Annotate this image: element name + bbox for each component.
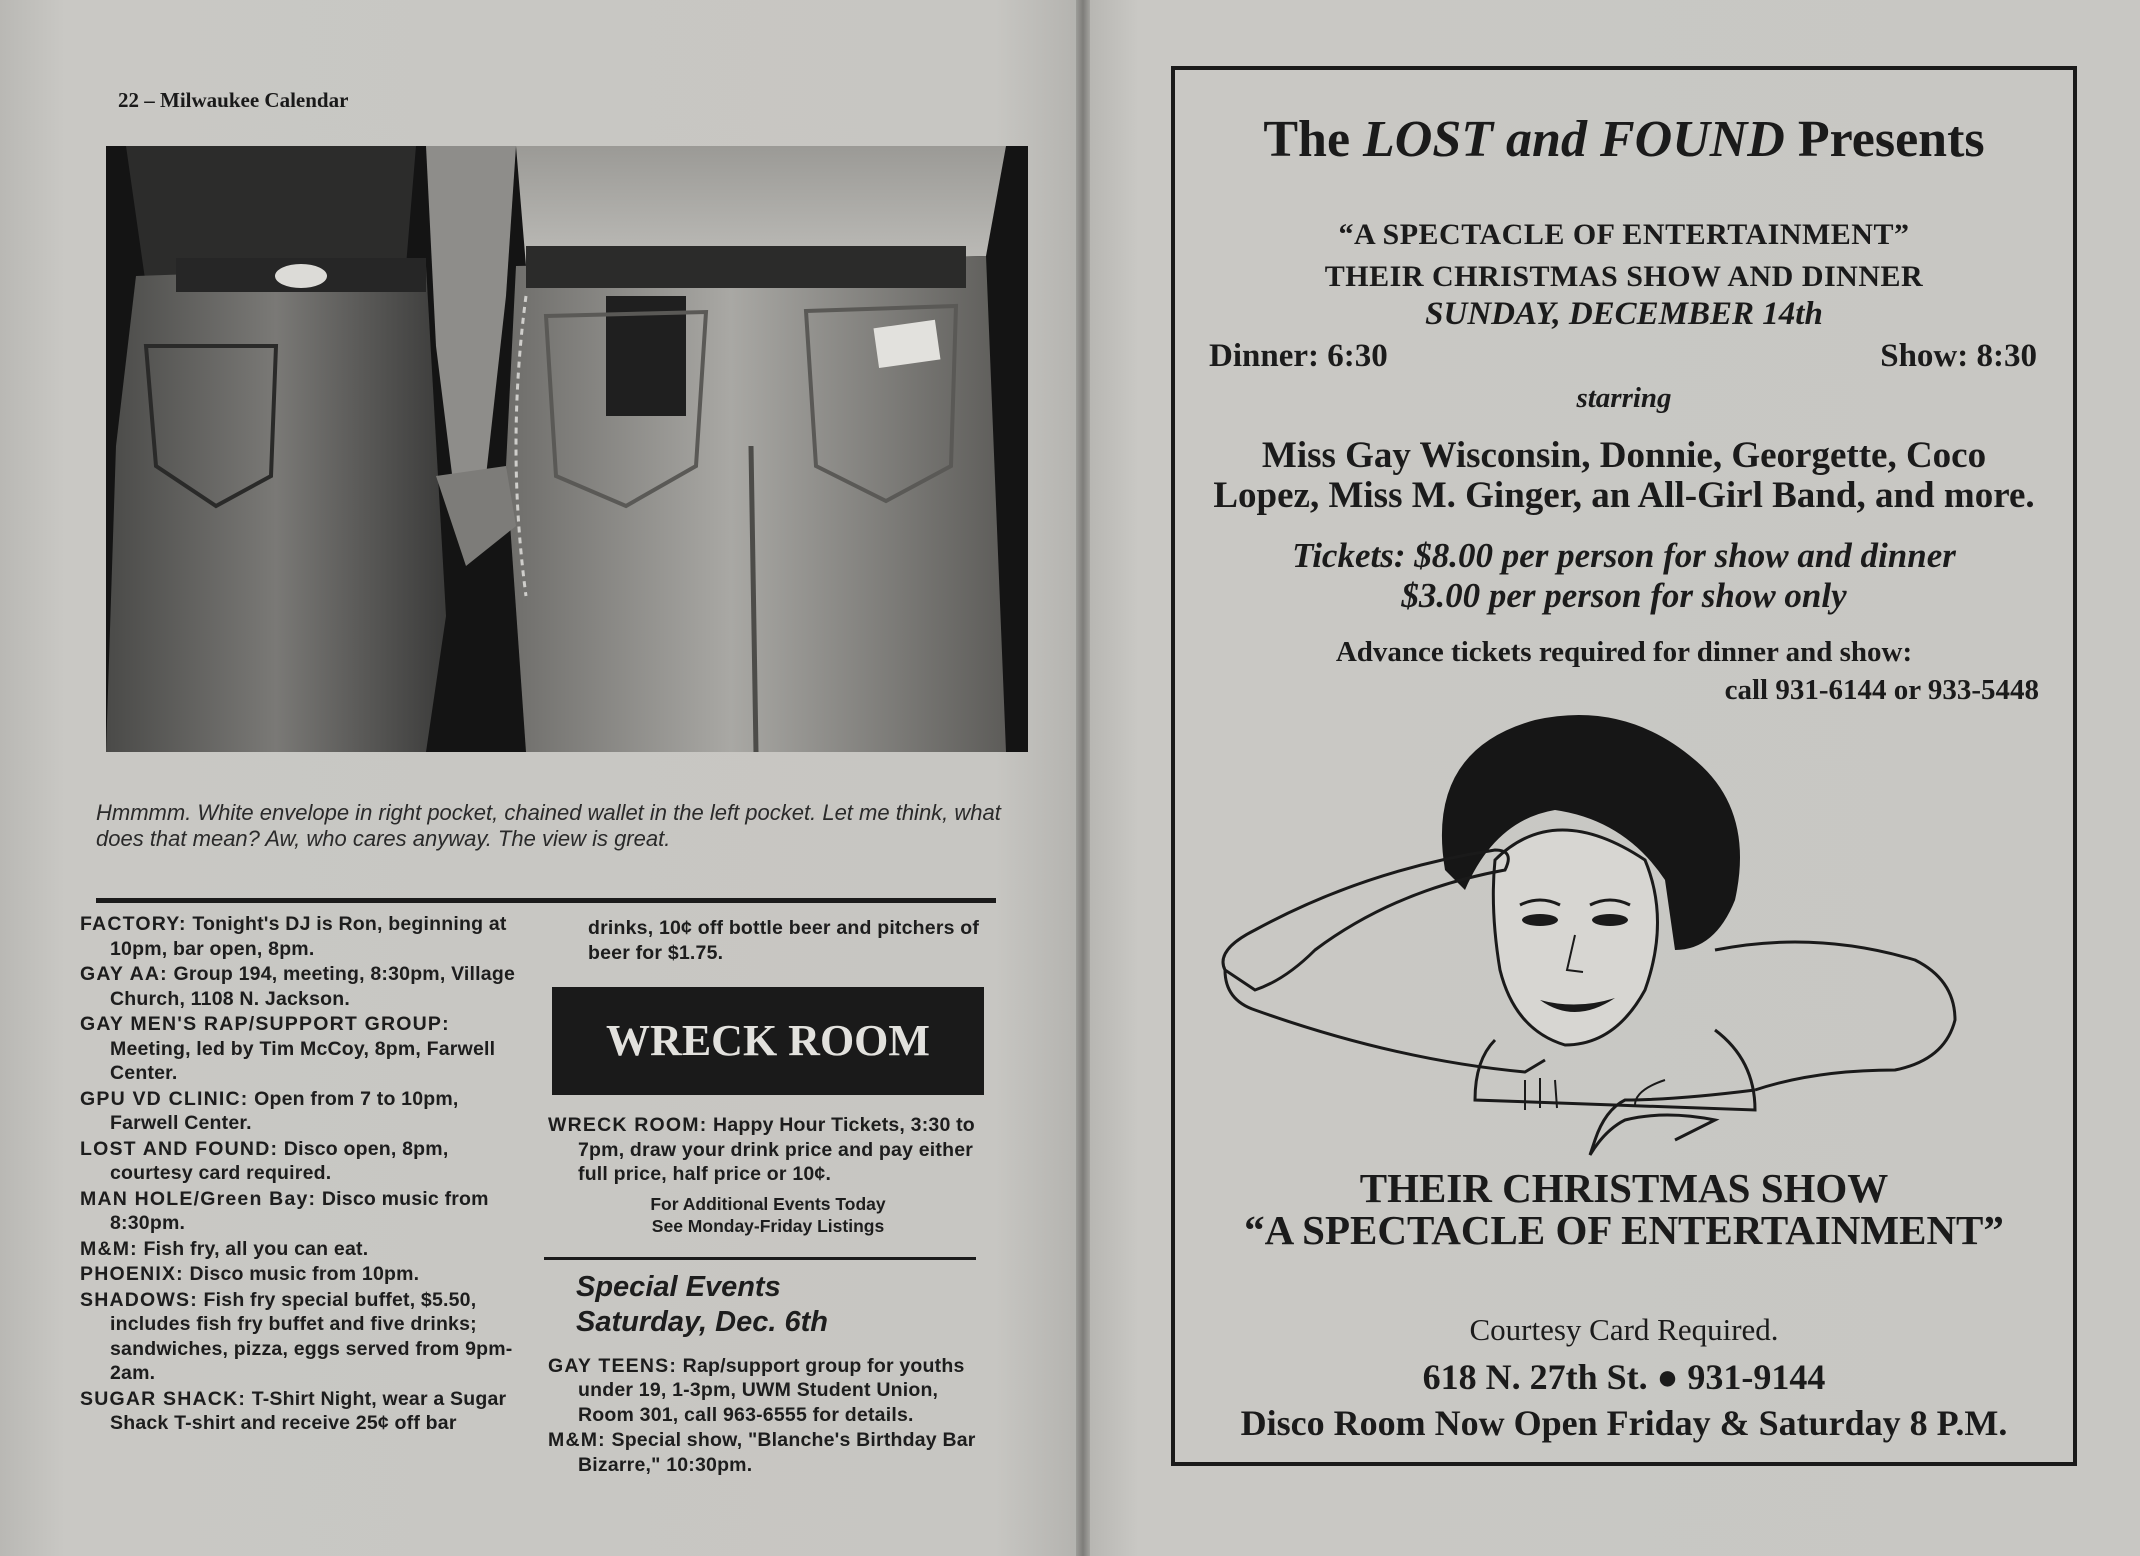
ad-tagline: “A SPECTACLE OF ENTERTAINMENT” <box>1338 218 1910 251</box>
advance-tickets-line-1: Advance tickets required for dinner and show: <box>1335 636 1913 668</box>
listing-m-and-m: M&M: Fish fry, all you can eat. <box>80 1237 369 1260</box>
note-line-2: See Monday-Friday Listings <box>651 1215 885 1236</box>
special-events-divider <box>544 1257 976 1260</box>
photo-caption: Hmmmm. White envelope in right pocket, chained wallet in the left pocket. Let me think, what does that mean? Aw, who cares anyway. The view is great. <box>96 800 1001 851</box>
dinner-time: Dinner: 6:30 <box>1209 338 1388 374</box>
wreck-room-logo: WRECK ROOM <box>552 987 984 1095</box>
advance-tickets-phone: call 931-6144 or 933-5448 <box>1724 674 2039 706</box>
special-heading-line-1: Special Events <box>576 1270 781 1303</box>
listing-vd-clinic: GPU VD CLINIC: Open from 7 to 10pm, Farwell Center. <box>80 1087 459 1134</box>
page-gutter <box>1076 0 1090 1556</box>
ad-date: SUNDAY, DECEMBER 14th <box>1425 296 1823 332</box>
cast-line-1: Miss Gay Wisconsin, Donnie, Georgette, Coco <box>1261 435 1987 476</box>
lost-and-found-ad <box>1171 66 2077 1466</box>
christmas-show-line-1: THEIR CHRISTMAS SHOW <box>1359 1165 1889 1211</box>
christmas-show-line-2: “A SPECTACLE OF ENTERTAINMENT” <box>1244 1207 2004 1253</box>
listing-gay-aa: GAY AA: Group 194, meeting, 8:30pm, Village Church, 1108 N. Jackson. <box>80 963 515 1010</box>
special-heading-line-2: Saturday, Dec. 6th <box>576 1305 828 1338</box>
tickets-line-1: Tickets: $8.00 per person for show and dinner <box>1292 536 1956 575</box>
woman-illustration <box>1195 700 2055 1165</box>
page-header: 22 – Milwaukee Calendar <box>118 88 349 112</box>
listing-man-hole: MAN HOLE/Green Bay: Disco music from 8:30pm. <box>80 1187 489 1234</box>
disco-hours: Disco Room Now Open Friday & Saturday 8 P.M. <box>1240 1403 2008 1443</box>
tickets-line-2: $3.00 per person for show only <box>1401 576 1847 615</box>
courtesy-card-note: Courtesy Card Required. <box>1469 1312 1779 1347</box>
listing-m-and-m-special: M&M: Special show, "Blanche's Birthday Bar Bizarre," 10:30pm. <box>548 1429 976 1476</box>
venue-address: 618 N. 27th St. ● 931-9144 <box>1422 1357 1826 1397</box>
listing-phoenix: PHOENIX: Disco music from 10pm. <box>80 1263 420 1285</box>
listing-gay-teens: GAY TEENS: Rap/support group for youths under 19, 1-3pm, UWM Student Union, Room 301, call 963-6555 for details. <box>548 1354 965 1426</box>
listing-factory: FACTORY: Tonight's DJ is Ron, beginning at 10pm, bar open, 8pm. <box>80 913 507 960</box>
listing-wreck-room: WRECK ROOM: Happy Hour Tickets, 3:30 to 7pm, draw your drink price and pay either full price, half price or 10¢. <box>548 1114 975 1185</box>
listing-rap-group: GAY MEN'S RAP/SUPPORT GROUP: Meeting, led by Tim McCoy, 8pm, Farwell Center. <box>80 1013 496 1084</box>
additional-events-note <box>548 1193 988 1237</box>
ad-title: The LOST and FOUND Presents <box>1263 111 1985 168</box>
note-line-1: For Additional Events Today <box>650 1193 886 1214</box>
listings-column-2 <box>548 916 988 1478</box>
show-time: Show: 8:30 <box>1880 338 2037 374</box>
listing-shadows: SHADOWS: Fish fry special buffet, $5.50, includes fish fry buffet and five drinks; sandwiches, pizza, eggs served from 9pm-2am. <box>80 1288 513 1384</box>
listing-sugar-shack: SUGAR SHACK: T-Shirt Night, wear a Sugar Shack T-shirt and receive 25¢ off bar <box>80 1387 507 1434</box>
ad-show-name: THEIR CHRISTMAS SHOW AND DINNER <box>1324 260 1924 293</box>
cast-line-2: Lopez, Miss M. Ginger, an All-Girl Band, and more. <box>1213 475 2035 516</box>
listing-lost-and-found: LOST AND FOUND: Disco open, 8pm, courtesy card required. <box>80 1137 449 1184</box>
listing-continuation: drinks, 10¢ off bottle beer and pitchers of beer for $1.75. <box>588 917 980 964</box>
special-events-heading <box>576 1270 988 1340</box>
starring-label: starring <box>1576 382 1672 414</box>
jeans-photo <box>106 146 1028 752</box>
section-divider <box>96 898 996 903</box>
listings-column-1 <box>80 912 520 1437</box>
